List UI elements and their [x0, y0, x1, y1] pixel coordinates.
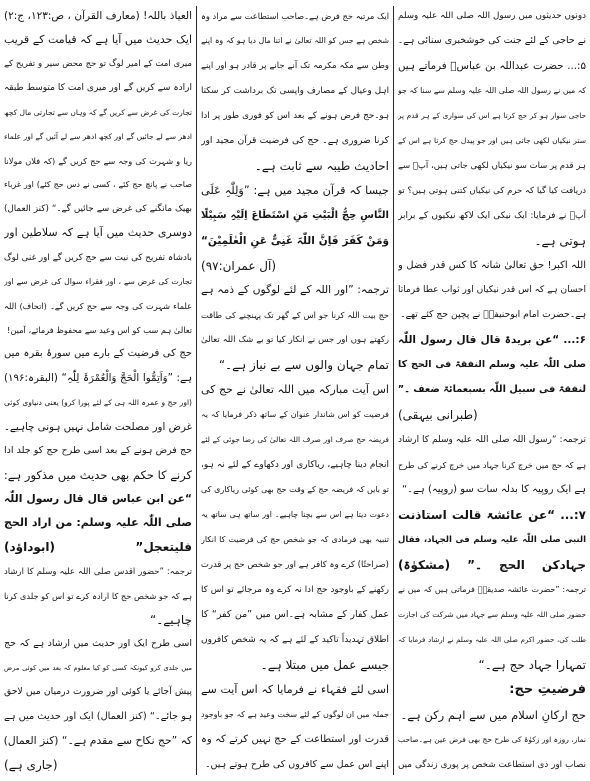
text-line: النَّاسِ حِجُّ الْبَیْتِ مَنِ اسْتَطَاعَ اِلَیْہِ سَبِیْلًا [201, 209, 389, 221]
text-line: چاہیے۔“ [149, 612, 192, 627]
text-line: حج کی فرضیت کے بارے میں سورۂ بقرہ میں [4, 348, 192, 360]
text-line: دریافت کیا گیا کہ حرم کی نیکیاں کتنی ہوتی ہیں؟ تو [398, 185, 586, 196]
text-line: حضور صلی اللہ علیہ وسلم سے جہاد میں شرکت کی اجازت [398, 609, 586, 619]
text-line: انجام دینا چاہیے، ریاکاری اور دکھاوے کے لئے نہ ہو، [201, 460, 389, 471]
text-line: میں جلدی کرو کیونکہ کسی کو کیا معلوم کہ بعد میں کوئی مرض [4, 664, 192, 673]
text-line: شخص ہے جس کو اللہ تعالیٰ نے اتنا مال دیا ہو کہ وہ اپنے [201, 35, 389, 45]
column-right [398, 6, 586, 775]
text-line: ستر نیکیاں لکھی جاتی ہیں اور جو پیدل حج کرتا ہے اس کے [398, 135, 586, 145]
text-line: غرض اور مصلحت شامل نہیں ہونی چاہیے۔ [4, 420, 192, 433]
text-line: نصاب اور ذی استطاعت شخص پر پوری زندگی میں [398, 759, 586, 770]
text-line: پیش آجائے یا کوئی اور ضرورت درمیان میں لاحق [4, 686, 192, 698]
section-heading: فرضیتِ حج: [509, 681, 586, 697]
text-line: النبی صلی اللّٰہ علیہ وسلم فی الجہاد، فقال [398, 535, 586, 546]
text-line: بادشاہ تفریح کی نیت سے حج کریں گے اور غنی لوگ [4, 252, 192, 263]
text-line: جملہ میں ان لوگوں کے لئے سخت وعید ہے کہ جو باوجود [201, 709, 389, 719]
text-line: تجارت کی غرض سے ، اور فقراء سوال کی غرض سے اور [4, 276, 192, 286]
text-line: “عن ابن عباس قال قال رسول اللّٰہ [4, 492, 192, 506]
text-line: جیسے عمل میں مبتلا ہے۔ [260, 657, 389, 672]
text-line: نماز، روزہ اور زکوٰۃ کی طرح حج بھی فرض عین ہے۔صاحب [398, 734, 586, 744]
text-line: کرنے کا حکم بھی حدیث میں مذکور ہے: [4, 467, 192, 482]
text-line: ترجمہ: ”رسول اللہ صلی اللہ علیہ وسلم کا ارشاد [398, 435, 586, 446]
column-left [4, 6, 192, 775]
text-line: ہو۔حج فرض ہونے کے بعد اس کو فوری طور پر ادا [201, 110, 389, 121]
text-line: تعالیٰ ہم سب کو اس وعید سے محفوظ فرمائے، آمین! [7, 325, 192, 336]
text-line: تو بایں کہ فریضہ حج کے وقت حج بھی کوئی ریاکاری کی [201, 485, 389, 495]
text-line: اطلاق تہدیداً تاکید کے لئے ہے کہ یہ شخص کافروں [201, 634, 389, 645]
text-line: صلی اللّٰہ علیہ وسلم: من اراد الحج [4, 516, 192, 530]
text-line: میری امت کے امیر لوگ تو حج محض سیر و تفریح کے [4, 59, 192, 70]
text-line: قدرت اور استطاعت کے حج نہیں کرتے کہ وہ [201, 733, 389, 745]
text-line: جیسا کہ قرآن مجید میں ہے: ”وَلِلّٰہِ عَلَی [201, 183, 389, 197]
text-line: (جاری ہے) [4, 757, 58, 772]
text-line: اہل وعیال کے مصارف واپسی تک برداشت کر سکتا [201, 85, 389, 96]
text-line: لنفقۃ فی سبیل اللّٰہ بسبعمائۃ ضعف ۔” [398, 384, 586, 396]
text-line: اسی لئے فقہاء نے فرمایا کہ اس آیت سے [201, 682, 389, 696]
text-line: علماء شہرت کی وجہ سے حج کریں گے۔ (اتحاف) اللہ [4, 300, 192, 311]
text-line: العیاذ باللہ! (معارف القرآن ، ص:۱۲۳، ج:۲) [4, 10, 192, 22]
text-line: جہادکن الحج ۔” (مشکوٰۃ) [398, 557, 586, 572]
text-line: ہو جائے۔“ (کنز العمال) ایک اور حدیث میں ہے [4, 710, 192, 722]
text-line: کرنا ضروری ہے۔ حج کی فرضیت قرآن مجید اور [201, 134, 389, 146]
text-line: صاحب نے پانچ حج کئے ، کسی نے دس حج کئے) اور غرباء [4, 180, 192, 190]
text-line: اپنے اس عمل سے کافروں کی طرح ہوتے ہیں۔ [204, 758, 389, 770]
text-line: ہے کہ جو شخص حج کا ارادہ کرے تو اس کو جلدی کرنا [4, 590, 192, 601]
text-line: (صراحتًا) کرے وہ کافر ہے اور جو شخص حج پر قدرت [201, 559, 389, 570]
text-line: اللہ اکبر! حق تعالیٰ شانہ کا کس قدر فضل و [398, 259, 586, 271]
text-line: ہے کہ حج میں خرچ کرنا جہاد میں خرچ کرنے کی طرح [398, 460, 586, 471]
text-line: نے حاجی کے لئے جنت کی خوشخبری سنائی ہے۔ [398, 34, 586, 46]
text-line: کہ ”حج نکاح سے مقدم ہے۔“ (کنز العمال) [4, 733, 192, 747]
text-line: احادیث طیبہ سے ثابت ہے۔ [254, 158, 389, 173]
text-line: ہے ایک روپیہ کا بدلہ سات سو (روپیہ) ہے۔“ [402, 484, 586, 496]
text-line: عمل کفار کے مشابہ ہے۔اس میں ”من کفر“ کا [201, 608, 389, 620]
text-line: صلی اللّٰہ علیہ وسلم النفقۃ فی الحج کا [398, 359, 586, 371]
text-line: ارادہ سے کریں گے اور میری امت کا متوسط طبقہ [4, 83, 192, 94]
text-line: دونوں حدیثوں میں رسول اللہ صلی اللہ علیہ وسلم [398, 11, 586, 21]
text-line: احسان ہے کہ اس قدر نیکیاں اور ثواب عطا فرماتا [398, 285, 586, 296]
text-line: ریا و شہرت کی وجہ سے حج کریں گے (کہ فلاں مولانا [4, 155, 192, 166]
text-line: فرضیت کو اس شاندار عنوان کے ساتھ ذکر فرمایا کہ یہ [201, 410, 389, 420]
text-line: وطن سے مکہ مکرمہ تک آنے جانے پر قادر ہو اور اپنے [201, 60, 389, 71]
text-line: (آل عمران:۹۷) [201, 258, 277, 273]
text-line: اس آیت مبارکہ میں اللہ تعالیٰ نے حج کی [201, 383, 389, 397]
text-line: اسی طرح ایک اور حدیث میں ارشاد ہے کہ حج [4, 638, 192, 650]
text-line: فریضہ حج صرف اور صرف اللہ تعالیٰ کی رضا جوئی کے لئے [201, 435, 389, 445]
text-line: حاجی سوار ہو کر حج کرتا ہے اس کی سواری کے ہر قدم پر [398, 110, 586, 120]
text-line: طلب کی، حضور اکرم صلی اللہ علیہ وسلم نے ارشاد فرمایا کہ [398, 635, 586, 644]
text-line: تمہارا جہاد حج ہے۔“ [478, 657, 586, 672]
text-line: دوسری حدیث میں آیا ہے کہ سلاطین اور [4, 226, 192, 240]
text-line: حج ارکانِ اسلام میں سے اہم رکن ہے۔ [400, 707, 586, 722]
text-line: ایک مرتبہ حج فرض ہے۔صاحب استطاعت سے مراد وہ [201, 11, 389, 21]
text-line: (طبرانی بیہقی) [398, 408, 478, 423]
text-line: تجارت کی غرض سے کریں گے کہ وہاں سے تجارتی مال کچھ [4, 107, 192, 117]
text-line: ہے۔حضرت امام ابوحنیفہؒ نے پچپن حج کئے تھے۔ [400, 309, 586, 321]
column-divider [393, 6, 394, 775]
column-middle [201, 6, 389, 775]
text-line: تمام جہان والوں سے بے نیاز ہے۔“ [218, 358, 389, 373]
text-line: ہر قدم پر سات سو نیکیاں لکھی جاتی ہیں، آپؐ سے [398, 160, 586, 171]
text-line: ترجمہ: ”اور اللہ کے لئے لوگوں کے ذمہ ہے [201, 283, 389, 297]
column-divider [196, 6, 197, 775]
text-line: ۶:... “عن بریدۃ قال قال رسول اللّٰہ [398, 334, 586, 347]
text-line: ادھر سے لے جائیں گے اور کچھ ادھر سے لے آئیں گے اور علماء [4, 131, 192, 141]
text-line: (اور حج و عمرہ اللہ ہی کے لئے پورا کرو) یعنی دنیاوی کوئی [4, 397, 192, 407]
text-line: رکھتے ہوں اور جس نے انکار کیا تو بے شک اللہ تعالیٰ [201, 335, 389, 346]
text-line: ترجمہ: ”حضور اقدس صلی اللہ علیہ وسلم کا ارشاد [4, 566, 192, 577]
text-line: ہے: ”وَاَتِمُّوا الْحَجَّ وَالْعُمْرَۃَ لِلّٰہِ“ (البقرہ:۱۹۶) [4, 372, 192, 385]
text-line: حج بیت اللہ کرنا جو اس کے گھر تک پہنچنے کی طاقت [201, 310, 389, 321]
text-line: وَمَنْ کَفَرَ فَاِنَّ اللّٰہَ غَنِیٌّ عَنِ الْعٰلَمِیْنَ“ [201, 234, 389, 247]
text-line: ترجمہ: ”حضرت عائشہ صدیقہؓ فرماتی ہیں کہ میں نے [398, 584, 586, 594]
text-line: ہوتی ہے۔ [534, 233, 586, 248]
text-line: حج فرض ہونے کے بعد اسی طرح حج کو جلد ادا [4, 444, 192, 456]
text-line: ایک حدیث میں آیا ہے کہ قیامت کے قریب [4, 33, 192, 47]
text-line: رکھنے کے باوجود حج ادا نہ کرے وہ مرجائے تو اس کا [201, 584, 389, 595]
text-line: ۷:... “عن عائشۃ قالت استاذنت [398, 508, 586, 523]
text-line: تنبیہ بھی فرمادی کہ جو شخص حج کی فرضیت کا انکار [201, 535, 389, 545]
text-line: آپؐ نے فرمایا: ایک نیکی ایک لاکھ نیکیوں کے برابر [398, 210, 586, 221]
text-line: فلیتعجل” (ابوداؤد) [4, 540, 192, 555]
text-line: کہ میں نے رسول اللہ صلی اللہ علیہ وسلم سے سنا کہ جو [398, 85, 586, 95]
text-line: بھیک مانگنے کی غرض سے جائیں گے۔“ (کنز العمال) [4, 204, 192, 215]
text-line: دعوت دیتا ہے اس سے بچنا چاہیے۔ اور ساتھ ہی ساتھ یہ [201, 510, 389, 520]
text-line: ۵:... حضرت عبداللہ بن عباسؓ فرماتے ہیں [398, 59, 586, 72]
